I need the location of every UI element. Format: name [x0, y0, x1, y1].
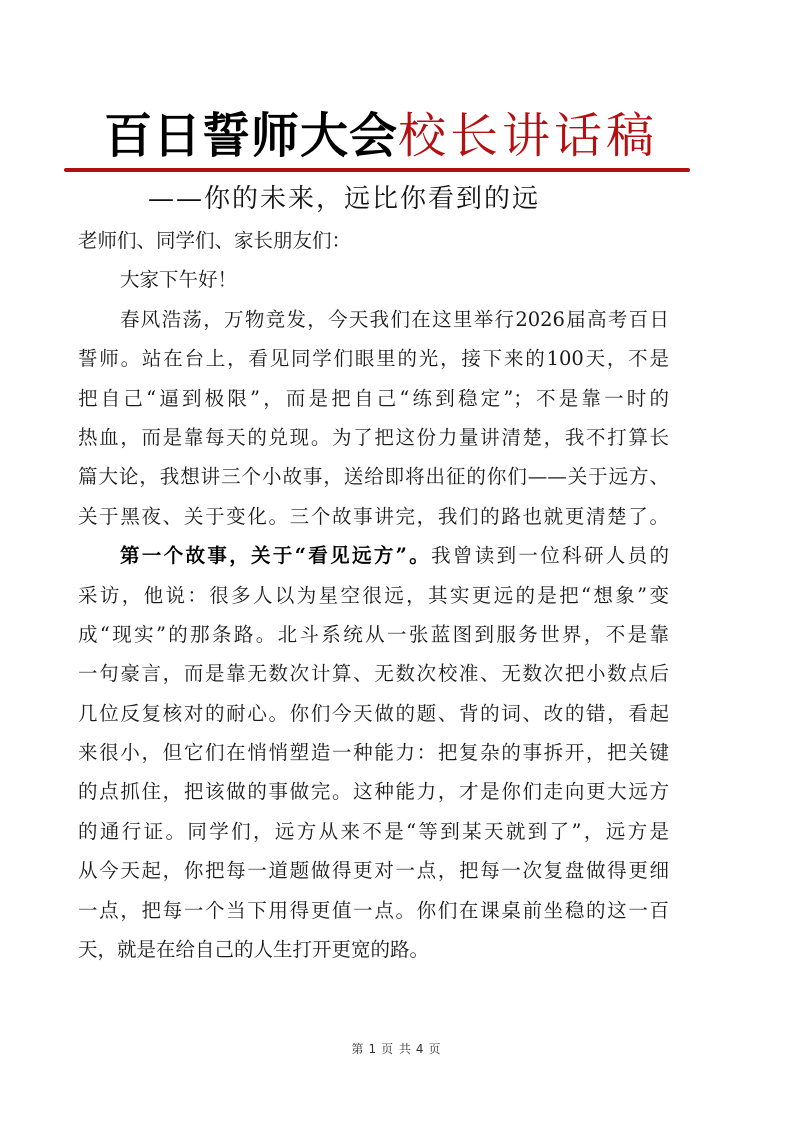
footer-suffix: 页 [428, 1042, 442, 1056]
footer-middle: 页 共 [381, 1042, 412, 1056]
page-number-footer [0, 1041, 793, 1057]
paragraph-line: 成“现实”的那条路。北斗系统从一张蓝图到服务世界，不是靠 [78, 622, 669, 646]
paragraph-line: 春风浩荡，万物竞发，今天我们在这里举行2026届高考百日 [120, 307, 669, 331]
paragraph-line [78, 536, 669, 575]
paragraph-line: 誓师。站在台上，看见同学们眼里的光，接下来的100天，不是 [78, 347, 669, 371]
total-page-count: 4 [415, 1042, 425, 1056]
document-title [104, 106, 664, 166]
paragraph-line: 关于黑夜、关于变化。三个故事讲完，我们的路也就更清楚了。 [78, 504, 669, 528]
paragraph-line-text: 我曾读到一位科研人员的 [431, 544, 669, 568]
greeting: 大家下午好！ [120, 268, 238, 292]
paragraph-line: 一点，把每一个当下用得更值一点。你们在课桌前坐稳的这一百 [78, 898, 669, 922]
paragraph-line: 的通行证。同学们，远方从来不是“等到某天就到了”，远方是 [78, 819, 669, 843]
footer-prefix: 第 [351, 1042, 365, 1056]
paragraph-line: 篇大论，我想讲三个小故事，送给即将出征的你们——关于远方、 [78, 465, 669, 489]
paragraph-2 [78, 536, 669, 969]
story-heading: 第一个故事，关于“看见远方”。 [120, 544, 432, 568]
paragraph-line: 天，就是在给自己的人生打开更宽的路。 [78, 938, 430, 962]
paragraph-line: 来很小，但它们在悄悄塑造一种能力：把复杂的事拆开，把关键 [78, 741, 669, 765]
paragraph-line: 把自己“逼到极限”，而是把自己“练到稳定”；不是靠一时的 [78, 386, 669, 410]
title-black-part: 百日誓师大会 [104, 108, 399, 164]
paragraph-line: 一句豪言，而是靠无数次计算、无数次校准、无数次把小数点后 [78, 662, 669, 686]
document-subtitle: ——你的未来，远比你看到的远 [148, 184, 541, 214]
current-page-number: 1 [368, 1042, 378, 1056]
salutation: 老师们、同学们、家长朋友们： [78, 229, 352, 252]
paragraph-line: 几位反复核对的耐心。你们今天做的题、背的词、改的错，看起 [78, 701, 669, 725]
paragraph-line: 的点抓住，把该做的事做完。这种能力，才是你们走向更大远方 [78, 780, 669, 804]
title-red-part: 校长讲话稿 [398, 108, 659, 164]
paragraph-1 [78, 300, 669, 536]
paragraph-line: 热血，而是靠每天的兑现。为了把这份力量讲清楚，我不打算长 [78, 425, 669, 449]
title-underline-divider [64, 168, 690, 172]
paragraph-line: 采访，他说：很多人以为星空很远，其实更远的是把“想象”变 [78, 583, 669, 607]
document-body [78, 221, 669, 969]
paragraph-line: 从今天起，你把每一道题做得更对一点，把每一次复盘做得更细 [78, 859, 669, 883]
